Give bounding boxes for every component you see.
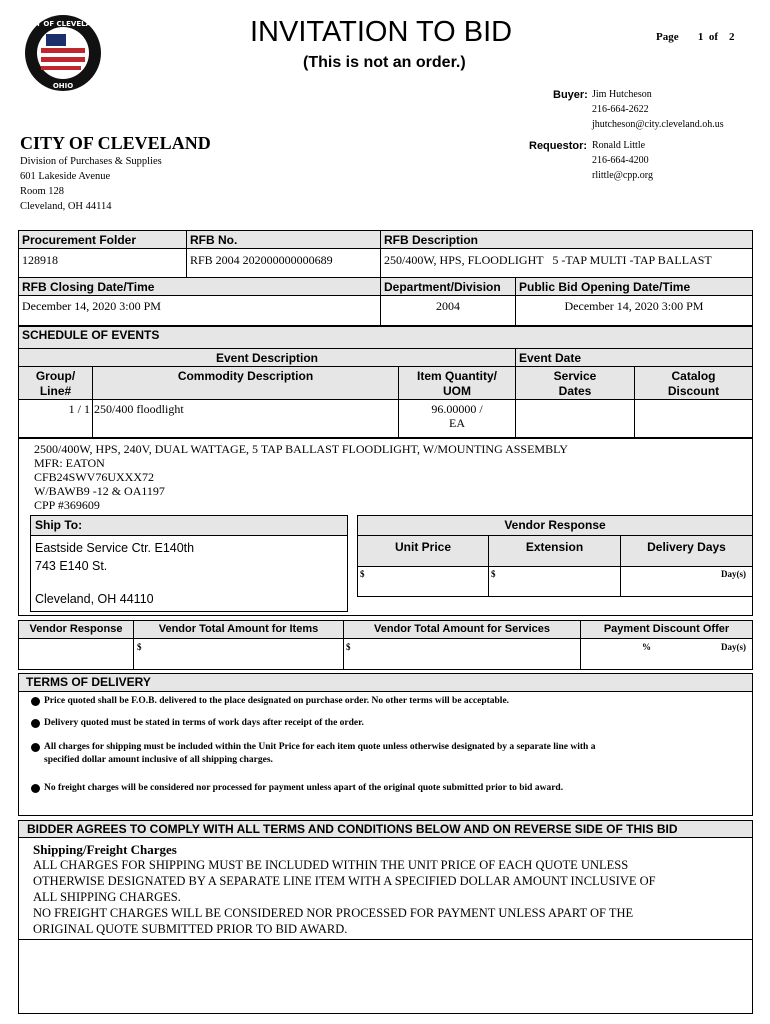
- total-items-dollar[interactable]: $: [137, 642, 142, 652]
- rfb-description-label: RFB Description: [384, 233, 479, 247]
- description-line-2: MFR: EATON: [34, 456, 105, 470]
- address-line-1: Division of Purchases & Supplies: [20, 156, 162, 167]
- address-line-2: 601 Lakeside Avenue: [20, 171, 111, 182]
- agree-line-4: NO FREIGHT CHARGES WILL BE CONSIDERED NOR PROCESSED FOR PAYMENT UNLESS APART OF THE: [33, 906, 634, 920]
- payment-discount-label: Payment Discount Offer: [603, 623, 730, 635]
- ship-to-label: Ship To:: [35, 518, 83, 532]
- ship-to-line-2: 743 E140 St.: [35, 559, 108, 573]
- row-commodity: 250/400 floodlight: [94, 402, 184, 416]
- page-total: 2: [729, 31, 735, 43]
- rfb-no-label: RFB No.: [190, 233, 238, 247]
- delivery-days-unit[interactable]: Day(s): [721, 569, 746, 579]
- total-services-dollar[interactable]: $: [346, 642, 351, 652]
- bidder-agreement-title: BIDDER AGREES TO COMPLY WITH ALL TERMS AND CONDITIONS BELOW AND ON REVERSE SIDE OF THIS BID: [27, 822, 678, 836]
- rfb-no-value: RFB 2004 202000000000689: [190, 253, 333, 267]
- page-of: of: [708, 31, 719, 43]
- buyer-phone: 216-664-2622: [592, 104, 649, 115]
- discount-percent[interactable]: %: [642, 642, 651, 652]
- term-1: Price quoted shall be F.O.B. delivered to the place designated on purchase order. No other terms will be acceptable.: [44, 696, 510, 706]
- total-services-label: Vendor Total Amount for Services: [373, 623, 551, 635]
- department-label: Department/Division: [384, 280, 501, 294]
- requestor-phone: 216-664-4200: [592, 155, 649, 166]
- department-value: 2004: [436, 299, 460, 313]
- event-date-header: Event Date: [519, 351, 582, 365]
- svg-text:CITY OF CLEVELAND: CITY OF CLEVELAND: [24, 20, 102, 28]
- requestor-name: Ronald Little: [592, 140, 646, 151]
- svg-text:OHIO: OHIO: [52, 82, 74, 90]
- bullet-icon: [31, 719, 40, 728]
- unit-price-dollar[interactable]: $: [360, 569, 365, 579]
- agree-line-1: ALL CHARGES FOR SHIPPING MUST BE INCLUDED WITHIN THE UNIT PRICE OF EACH QUOTE UNLESS: [33, 858, 629, 872]
- rfb-description-value: 250/400W, HPS, FLOODLIGHT 5 -TAP MULTI -TAP BALLAST: [384, 253, 712, 267]
- vendor-response-label: Vendor Response: [29, 623, 123, 635]
- row-uom: EA: [449, 416, 465, 430]
- requestor-email[interactable]: rlittle@cpp.org: [592, 170, 653, 181]
- discount-days[interactable]: Day(s): [721, 642, 746, 652]
- unit-price-header: Unit Price: [394, 540, 451, 554]
- page-number: 1: [697, 31, 704, 43]
- buyer-email[interactable]: jhutcheson@city.cleveland.oh.us: [592, 119, 724, 130]
- term-4: No freight charges will be considered nor processed for payment unless apart of the original quote submitted prior to bid award.: [44, 783, 564, 793]
- bullet-icon: [31, 697, 40, 706]
- description-line-3: CFB24SWV76UXXX72: [34, 470, 155, 484]
- address-line-3: Room 128: [20, 186, 65, 197]
- event-description-header: Event Description: [215, 351, 319, 365]
- opening-date-value: December 14, 2020 3:00 PM: [564, 299, 704, 313]
- requestor-label: Requestor:: [529, 140, 588, 152]
- total-items-label: Vendor Total Amount for Items: [158, 623, 319, 635]
- shipping-charges-subtitle: Shipping/Freight Charges: [33, 842, 177, 857]
- catalog-discount-header: Catalog Discount: [667, 369, 720, 398]
- extension-dollar[interactable]: $: [491, 569, 496, 579]
- service-dates-header: Service Dates: [553, 369, 597, 398]
- term-3-line-1: All charges for shipping must be included within the Unit Price for each item quote unless otherwise designated by a separate line with a: [44, 742, 596, 752]
- delivery-days-header: Delivery Days: [647, 540, 726, 554]
- procurement-folder-label: Procurement Folder: [22, 233, 137, 247]
- bullet-icon: [31, 743, 40, 752]
- document-subtitle: (This is not an order.): [303, 54, 466, 71]
- buyer-label: Buyer:: [553, 89, 588, 101]
- page-label: Page: [656, 31, 679, 43]
- page-indicator: [656, 31, 735, 43]
- bullet-icon: [31, 784, 40, 793]
- city-name: CITY OF CLEVELAND: [20, 133, 211, 153]
- city-seal-logo: [24, 14, 102, 92]
- address-line-4: Cleveland, OH 44114: [20, 201, 112, 212]
- schedule-title: SCHEDULE OF EVENTS: [22, 328, 160, 342]
- ship-to-line-1: Eastside Service Ctr. E140th: [35, 541, 195, 555]
- vendor-response-title: Vendor Response: [504, 518, 606, 532]
- description-line-5: CPP #369609: [34, 498, 100, 512]
- buyer-name: Jim Hutcheson: [592, 89, 652, 100]
- agree-line-3: ALL SHIPPING CHARGES.: [33, 890, 181, 904]
- group-line-header: Group/ Line#: [35, 369, 76, 398]
- commodity-description-header: Commodity Description: [177, 369, 314, 383]
- shipping-charges-text: [33, 857, 656, 937]
- row-quantity: 96.00000 /: [431, 402, 483, 416]
- term-3-line-2: specified dollar amount inclusive of all shipping charges.: [44, 755, 273, 765]
- term-2: Delivery quoted must be stated in terms of work days after receipt of the order.: [44, 718, 364, 728]
- row-group-line: 1 / 1: [68, 402, 90, 416]
- item-quantity-header: Item Quantity/ UOM: [416, 369, 497, 398]
- item-description: [34, 442, 568, 512]
- extension-header: Extension: [525, 540, 584, 554]
- ship-to-line-3: Cleveland, OH 44110: [35, 592, 154, 606]
- closing-date-value: December 14, 2020 3:00 PM: [22, 299, 161, 313]
- description-line-4: W/BAWB9 -12 & OA1197: [34, 484, 165, 498]
- agree-line-5: ORIGINAL QUOTE SUBMITTED PRIOR TO BID AWARD.: [33, 922, 348, 936]
- description-line-1: 2500/400W, HPS, 240V, DUAL WATTAGE, 5 TAP BALLAST FLOODLIGHT, W/MOUNTING ASSEMBLY: [34, 442, 568, 456]
- procurement-folder-value: 128918: [22, 253, 58, 267]
- opening-date-label: Public Bid Opening Date/Time: [519, 280, 691, 294]
- agree-line-2: OTHERWISE DESIGNATED BY A SEPARATE LINE ITEM WITH A SPECIFIED DOLLAR AMOUNT INCLUSIVE OF: [33, 874, 656, 888]
- terms-title: TERMS OF DELIVERY: [26, 675, 151, 689]
- document-title: INVITATION TO BID: [250, 16, 513, 48]
- closing-date-label: RFB Closing Date/Time: [22, 280, 155, 294]
